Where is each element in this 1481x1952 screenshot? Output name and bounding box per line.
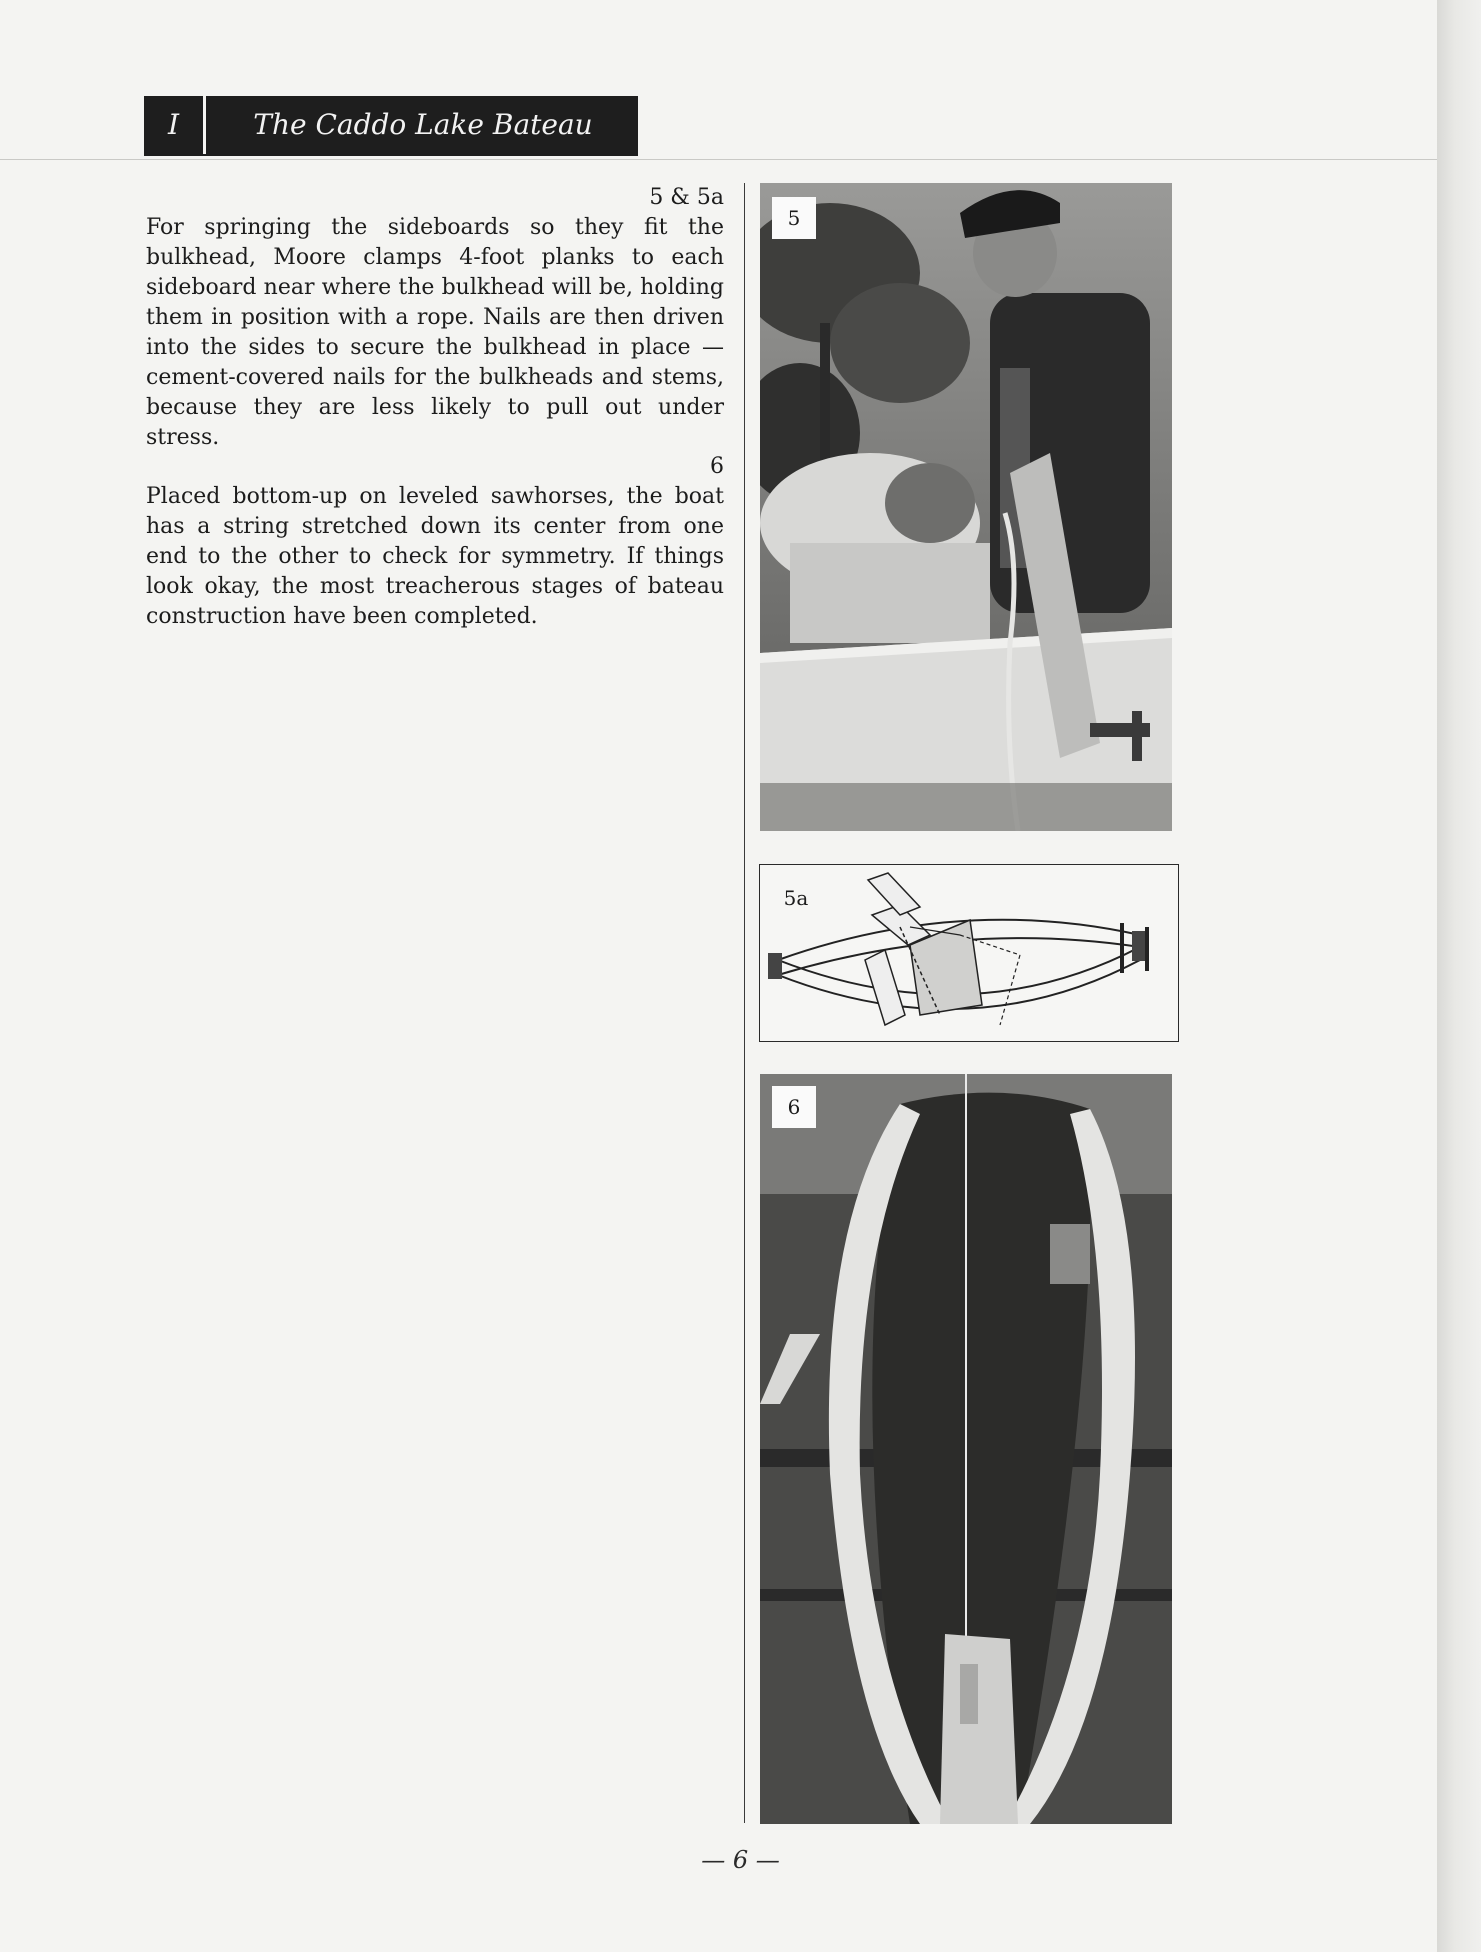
clamping-sideboards-photo bbox=[760, 183, 1172, 831]
boat-on-sawhorses-photo bbox=[760, 1074, 1172, 1824]
section-label: 6 bbox=[710, 454, 724, 479]
section-paragraph: For springing the sideboards so they fit the bulkhead, Moore clamps 4-foot planks to each sideboard near where the bulkhead will be, holding them in position with a rope. Nails are then driven into the sides to secure the bulkhead in place — cement-covered nails for the bulkheads and stems, because they are less likely to pull out under stress. bbox=[146, 215, 724, 450]
photo-figure-6 bbox=[760, 1074, 1172, 1824]
chapter-header bbox=[144, 96, 638, 154]
chapter-number: I bbox=[144, 96, 206, 154]
section-paragraph: Placed bottom-up on leveled sawhorses, the boat has a string stretched down its center from one end to the other to check for symmetry. If things look okay, the most treacherous stages of bateau construction have been completed. bbox=[146, 484, 724, 629]
section-5-5a bbox=[146, 183, 724, 453]
chapter-title: The Caddo Lake Bateau bbox=[253, 108, 593, 141]
page-number: — 6 — bbox=[701, 1846, 780, 1874]
figure-label: 5 bbox=[772, 197, 816, 239]
figure-label: 5a bbox=[783, 886, 809, 910]
column-divider bbox=[744, 183, 745, 1823]
page-edge-shadow bbox=[1437, 0, 1481, 1952]
section-6 bbox=[146, 452, 724, 632]
top-rule bbox=[0, 159, 1437, 160]
header-underline bbox=[144, 154, 638, 156]
figure-label: 6 bbox=[772, 1086, 816, 1128]
diagram-figure-5a bbox=[759, 864, 1179, 1042]
photo-figure-5 bbox=[760, 183, 1172, 831]
bulkhead-springing-diagram bbox=[760, 865, 1177, 1040]
section-label: 5 & 5a bbox=[649, 185, 724, 210]
